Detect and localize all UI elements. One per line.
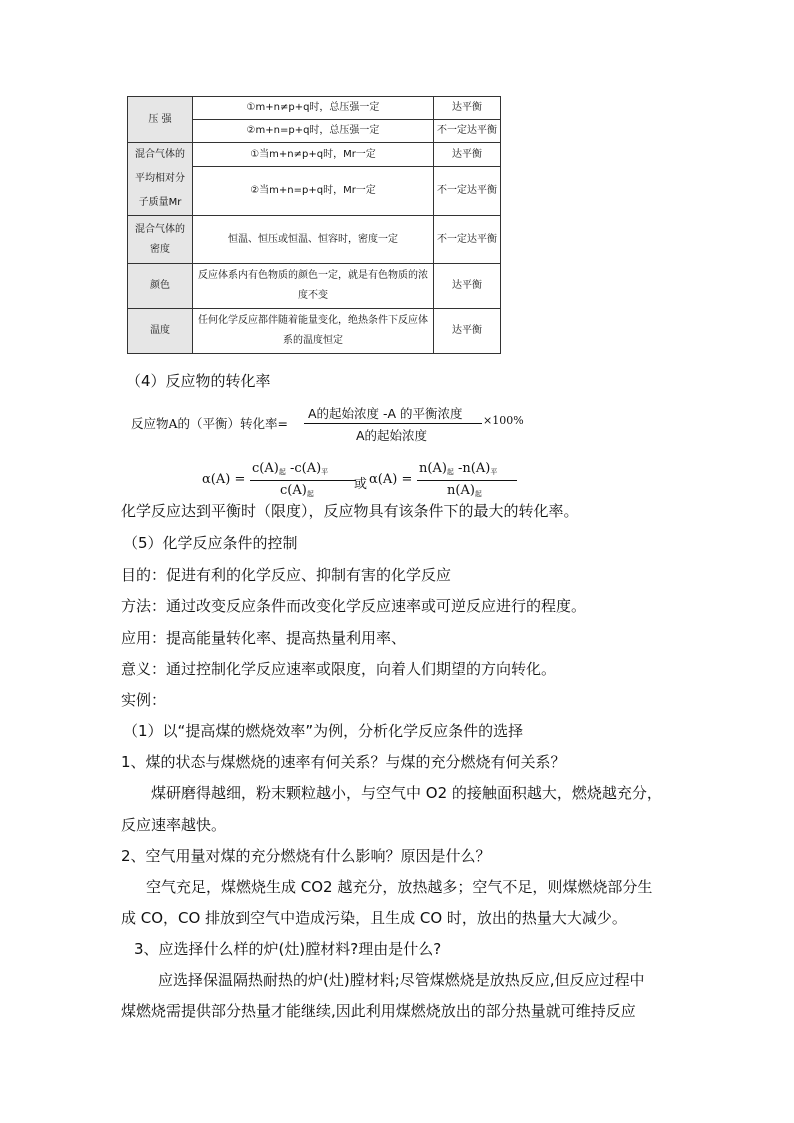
subscript: 起 bbox=[474, 490, 482, 498]
table-cell-label: 压 强 bbox=[128, 97, 193, 143]
table-cell-result: 达平衡 bbox=[434, 264, 501, 309]
alpha-fraction-2 bbox=[417, 461, 527, 501]
formula-fraction bbox=[304, 404, 484, 444]
table-cell-condition: ①m+n≠p+q时，总压强一定 bbox=[193, 97, 434, 120]
alpha-denominator-2 bbox=[447, 483, 482, 499]
table-cell-result: 达平衡 bbox=[434, 97, 501, 120]
term: -n(A) bbox=[453, 461, 491, 476]
formula-denominator: A的起始浓度 bbox=[356, 428, 428, 443]
paragraph-line: 意义：通过控制化学反应速率或限度，向着人们期望的方向转化。 bbox=[121, 660, 557, 678]
alpha-fraction-1 bbox=[250, 461, 360, 501]
label-line: 平均相对分 bbox=[135, 173, 185, 184]
label-line: 子质量Mr bbox=[138, 197, 182, 208]
label-line: 混合气体的 bbox=[135, 223, 185, 235]
alpha-lhs: α(A) = bbox=[202, 472, 246, 487]
or-word: 或 bbox=[354, 477, 368, 492]
table-cell-condition: 恒温、恒压或恒温、恒容时，密度一定 bbox=[193, 216, 434, 264]
table-row bbox=[128, 264, 501, 309]
paragraph-line: 实例： bbox=[121, 691, 167, 709]
question-line: 3、应选择什么样的炉(灶)膛材料?理由是什么? bbox=[134, 940, 442, 958]
paragraph-line: 方法：通过改变反应条件而改变化学反应速率或可逆反应进行的程度。 bbox=[121, 597, 587, 615]
subscript: 平 bbox=[490, 468, 498, 476]
term: -c(A) bbox=[285, 461, 322, 476]
alpha-numerator-1 bbox=[252, 461, 328, 477]
label-line: 混合气体的 bbox=[135, 149, 185, 160]
table-cell-result: 不一定达平衡 bbox=[434, 167, 501, 216]
table-cell-condition: ②当m+n=p+q时，Mr一定 bbox=[193, 167, 434, 216]
table-cell-label bbox=[128, 143, 193, 216]
subscript: 平 bbox=[321, 468, 329, 476]
table-row bbox=[128, 97, 501, 120]
table-cell-label: 颜色 bbox=[128, 264, 193, 309]
fraction-bar bbox=[417, 480, 517, 481]
term: c(A) bbox=[252, 461, 279, 476]
equilibrium-criteria-table bbox=[127, 96, 501, 354]
subscript: 起 bbox=[306, 490, 314, 498]
section-4-title: （4）反应物的转化率 bbox=[126, 372, 271, 390]
table-cell-result: 不一定达平衡 bbox=[434, 120, 501, 143]
table-cell-result: 达平衡 bbox=[434, 143, 501, 167]
paragraph-line: 目的：促进有利的化学反应、抑制有害的化学反应 bbox=[121, 566, 452, 584]
table-cell-result: 不一定达平衡 bbox=[434, 216, 501, 264]
term: n(A) bbox=[447, 483, 475, 498]
table-cell-condition: ①当m+n≠p+q时，Mr一定 bbox=[193, 143, 434, 167]
subscript: 起 bbox=[446, 468, 454, 476]
subscript: 起 bbox=[278, 468, 286, 476]
alpha-denominator-1 bbox=[280, 483, 314, 499]
answer-line: 成 CO，CO 排放到空气中造成污染，且生成 CO 时，放出的热量大大减少。 bbox=[121, 909, 627, 927]
question-line: 1、煤的状态与煤燃烧的速率有何关系？与煤的充分燃烧有何关系？ bbox=[121, 753, 566, 771]
section-5-title: （5）化学反应条件的控制 bbox=[123, 534, 298, 552]
table-cell-condition: 反应体系内有色物质的颜色一定，就是有色物质的浓度不变 bbox=[193, 264, 434, 309]
formula-tail: ×100% bbox=[483, 414, 524, 427]
answer-line: 煤研磨得越细，粉末颗粒越小，与空气中 O2 的接触面积越大，燃烧越充分， bbox=[151, 784, 662, 802]
alpha-numerator-2 bbox=[419, 461, 497, 477]
table-cell-label bbox=[128, 216, 193, 264]
table-cell-condition: ②m+n=p+q时，总压强一定 bbox=[193, 120, 434, 143]
answer-line: 应选择保温隔热耐热的炉(灶)膛材料;尽管煤燃烧是放热反应,但反应过程中 bbox=[158, 971, 645, 989]
question-line: 2、空气用量对煤的充分燃烧有什么影响？原因是什么？ bbox=[121, 847, 491, 865]
term: c(A) bbox=[280, 483, 307, 498]
answer-line: 反应速率越快。 bbox=[121, 816, 227, 834]
table-row bbox=[128, 143, 501, 167]
answer-line: 空气充足，煤燃烧生成 CO2 越充分，放热越多；空气不足，则煤燃烧部分生 bbox=[146, 878, 653, 896]
answer-line: 煤燃烧需提供部分热量才能继续,因此利用煤燃烧放出的部分热量就可维持反应 bbox=[121, 1002, 636, 1020]
label-line: 密度 bbox=[150, 243, 170, 255]
formula-lhs: 反应物A的（平衡）转化率= bbox=[131, 416, 289, 431]
formula-numerator: A的起始浓度 -A 的平衡浓度 bbox=[308, 406, 463, 421]
term: n(A) bbox=[419, 461, 447, 476]
alpha-lhs-2: α(A) = bbox=[369, 472, 413, 487]
paragraph-line: （1）以“提高煤的燃烧效率”为例，分析化学反应条件的选择 bbox=[123, 722, 524, 740]
paragraph-line: 应用：提高能量转化率、提高热量利用率、 bbox=[121, 629, 407, 647]
paragraph-line: 化学反应达到平衡时（限度），反应物具有该条件下的最大的转化率。 bbox=[121, 502, 579, 520]
table-cell-result: 达平衡 bbox=[434, 309, 501, 354]
table-row bbox=[128, 216, 501, 264]
fraction-bar bbox=[304, 423, 482, 424]
table-cell-label: 温度 bbox=[128, 309, 193, 354]
fraction-bar bbox=[250, 480, 356, 481]
table-row bbox=[128, 309, 501, 354]
table-cell-condition: 任何化学反应都伴随着能量变化，绝热条件下反应体系的温度恒定 bbox=[193, 309, 434, 354]
